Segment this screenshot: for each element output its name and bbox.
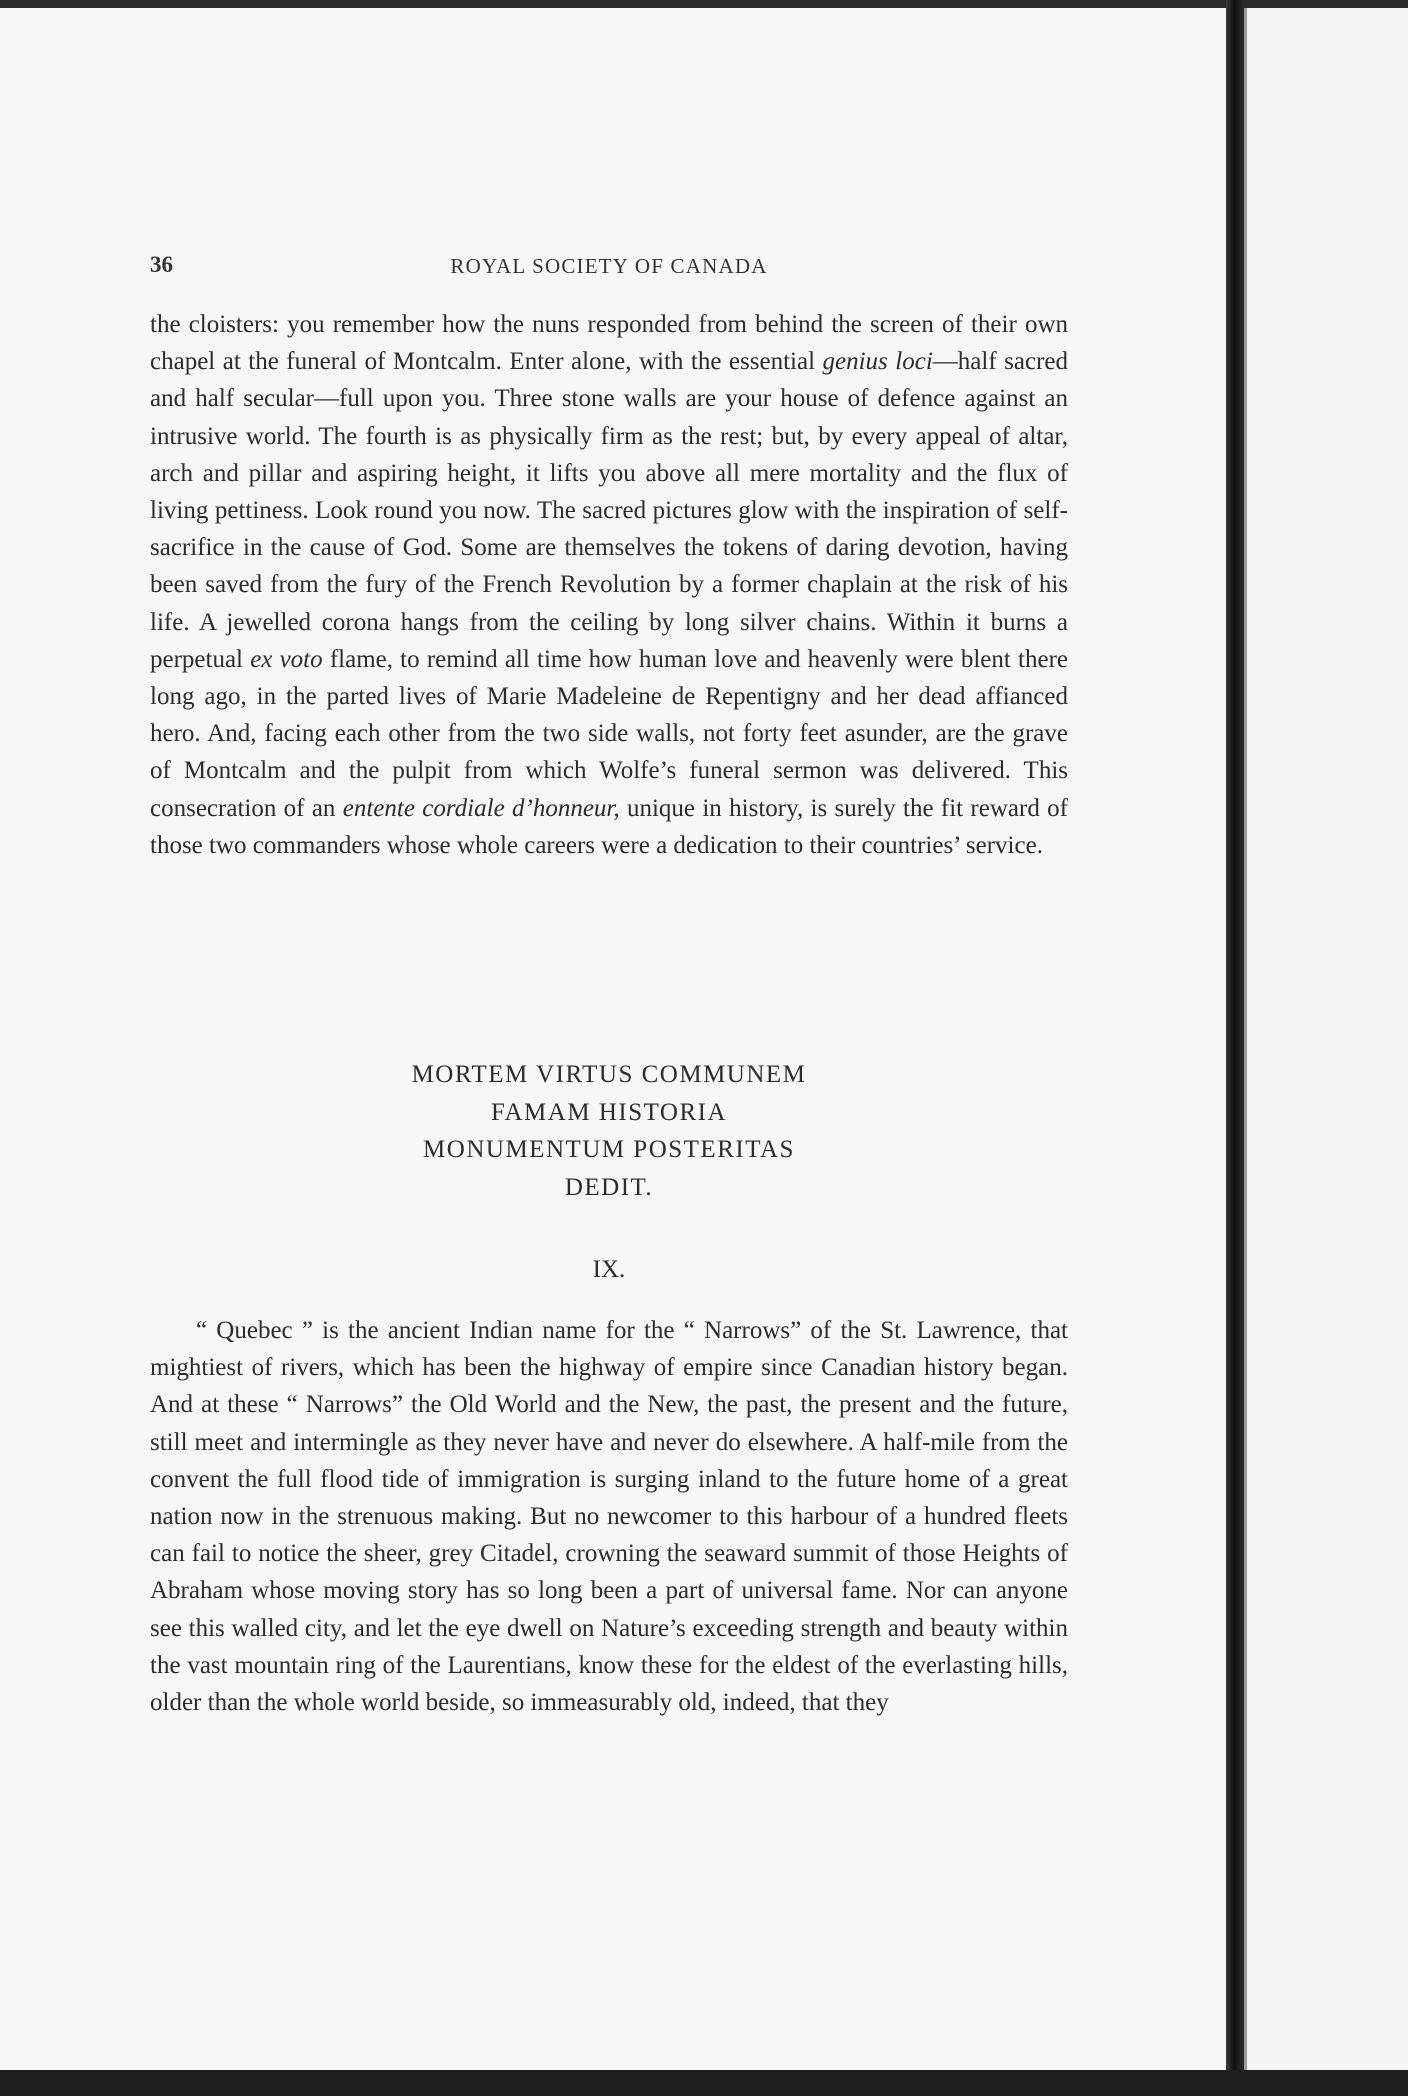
section-heading: IX. [592, 1256, 626, 1283]
inscription-line: MORTEM VIRTUS COMMUNEM [411, 1061, 807, 1088]
paragraph-text: flame, to remind all time how human love and heavenly were blent there long ago, in the parted lives of Marie Madeleine de Repentigny and her dead affianced hero. And, facing each other from the two side walls, not forty feet asunder, are the grave of Montcalm and the pulpit from which Wolfe’s funeral sermon was delivered. This consecration of an [150, 645, 1068, 822]
inscription-line: DEDIT. [564, 1173, 654, 1201]
page-number: 36 [150, 252, 173, 277]
latin-inscription [150, 1056, 1068, 1206]
inscription-line: MONUMENTUM POSTERITAS [423, 1136, 795, 1163]
scan-border-bottom [0, 2070, 1408, 2096]
italic-phrase: ex voto [250, 645, 323, 673]
paragraph-text: unique in history, is surely the fit reward of those two commanders whose whole careers were a dedication to their countries’ service. [150, 794, 1068, 859]
body-paragraph [150, 306, 1068, 864]
book-spine [1226, 0, 1244, 2096]
body-paragraph: “ Quebec ” is the ancient Indian name for the “ Narrows” of the St. Lawrence, that mightiest of rivers, which has been the highway of empire since Canadian history began. And at these “ Narrows” the Old World and the New, the past, the present and the future, still meet and intermingle as they never have and never do elsewhere. A half-mile from the convent the full flood tide of immigration is surging inland to the future home of a great nation now in the strenuous making. But no newcomer to this harbour of a hundred fleets can fail to notice the sheer, grey Citadel, crowning the seaward summit of those Heights of Abraham whose moving story has so long been a part of universal fame. Nor can anyone see this walled city, and let the eye dwell on Nature’s exceeding strength and beauty within the vast mountain ring of the Laurentians, know these for the eldest of the everlasting hills, older than the whole world beside, so immeasurably old, indeed, that they [150, 1317, 1068, 1717]
inscription-line: FAMAM HISTORIA [490, 1098, 728, 1126]
paragraph-text: the cloisters: you remember how the nuns responded from behind the screen of their own chapel at the funeral of Montcalm. Enter alone, with the essential [150, 311, 1068, 376]
running-head: ROYAL SOCIETY OF CANADA [450, 254, 768, 278]
page-header [150, 252, 1068, 288]
scan-border-top [0, 0, 1408, 8]
italic-phrase: entente cordiale d’honneur, [342, 794, 620, 822]
paragraph-text: —half sacred and half secular—full upon you. Three stone walls are your house of defence against an intrusive world. The fourth is as physically firm as the rest; but, by every appeal of altar, arch and pillar and aspiring height, it lifts you above all mere mortality and the flux of living pettiness. Look round you now. The sacred pictures glow with the inspiration of self-sacrifice in the cause of God. Some are themselves the tokens of daring devotion, having been saved from the fury of the French Revolution by a former chaplain at the risk of his life. A jewelled corona hangs from the ceiling by long silver chains. Within it burns a perpetual [150, 348, 1068, 673]
italic-phrase: genius loci [822, 348, 933, 376]
facing-page-edge [1244, 8, 1408, 2070]
